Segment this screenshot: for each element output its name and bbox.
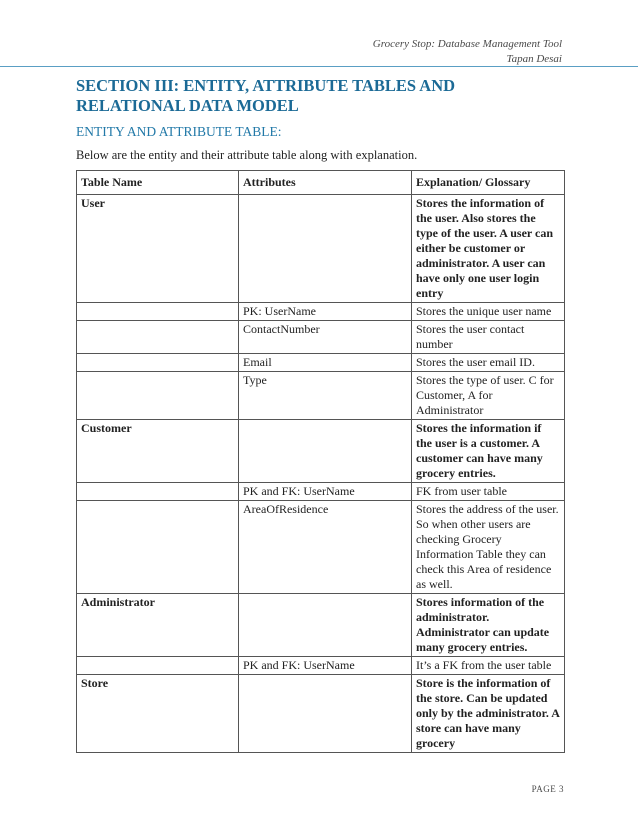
table-row — [77, 483, 565, 501]
cell-table-name: Store — [77, 675, 239, 753]
cell-explanation: Stores the user email ID. — [412, 354, 565, 372]
cell-explanation: Stores the information of the user. Also stores the type of the user. A user can either be customer or administrator. A user can have only one user login entry — [412, 195, 565, 303]
cell-explanation: Stores the type of user. C for Customer, A for Administrator — [412, 372, 565, 420]
header-document-title: Grocery Stop: Database Management Tool — [372, 38, 562, 50]
cell-explanation: Stores information of the administrator. Administrator can update many grocery entries. — [412, 594, 565, 657]
table-row — [77, 501, 565, 594]
cell-table-name — [77, 483, 239, 501]
cell-table-name — [77, 657, 239, 675]
table-row — [77, 657, 565, 675]
cell-table-name — [77, 372, 239, 420]
header-attributes: Attributes — [239, 171, 412, 195]
header-table-name: Table Name — [77, 171, 239, 195]
cell-table-name — [77, 303, 239, 321]
cell-table-name — [77, 321, 239, 354]
cell-attribute: PK: UserName — [239, 303, 412, 321]
cell-attribute: ContactNumber — [239, 321, 412, 354]
subheading: ENTITY AND ATTRIBUTE TABLE: — [76, 124, 282, 139]
page-number: PAGE 3 — [531, 784, 564, 794]
entity-attribute-table — [76, 170, 565, 753]
table-row — [77, 195, 565, 303]
cell-attribute — [239, 675, 412, 753]
cell-table-name — [77, 354, 239, 372]
cell-table-name: User — [77, 195, 239, 303]
cell-attribute: Email — [239, 354, 412, 372]
header-author: Tapan Desai — [506, 53, 562, 65]
section-title: SECTION III: ENTITY, ATTRIBUTE TABLES AND RELATIONAL DATA MODEL — [76, 76, 456, 115]
table-header-row — [77, 171, 565, 195]
cell-table-name — [77, 501, 239, 594]
table-row — [77, 594, 565, 657]
table-row — [77, 372, 565, 420]
cell-explanation: Stores the information if the user is a customer. A customer can have many grocery entries. — [412, 420, 565, 483]
table-row — [77, 303, 565, 321]
cell-attribute: AreaOfResidence — [239, 501, 412, 594]
cell-attribute — [239, 594, 412, 657]
cell-explanation: FK from user table — [412, 483, 565, 501]
cell-explanation: It’s a FK from the user table — [412, 657, 565, 675]
cell-attribute: Type — [239, 372, 412, 420]
table-row — [77, 354, 565, 372]
cell-explanation: Stores the address of the user. So when other users are checking Grocery Information Table they can check this Area of residence as well. — [412, 501, 565, 594]
table-row — [77, 321, 565, 354]
cell-table-name: Customer — [77, 420, 239, 483]
table-row — [77, 420, 565, 483]
cell-explanation: Stores the user contact number — [412, 321, 565, 354]
intro-text: Below are the entity and their attribute table along with explanation. — [76, 148, 418, 162]
cell-explanation: Stores the unique user name — [412, 303, 565, 321]
table-row — [77, 675, 565, 753]
cell-explanation: Store is the information of the store. Can be updated only by the administrator. A store can have many grocery — [412, 675, 565, 753]
cell-attribute: PK and FK: UserName — [239, 657, 412, 675]
cell-table-name: Administrator — [77, 594, 239, 657]
cell-attribute — [239, 195, 412, 303]
header-divider — [0, 66, 638, 67]
header-explanation: Explanation/ Glossary — [412, 171, 565, 195]
cell-attribute — [239, 420, 412, 483]
cell-attribute: PK and FK: UserName — [239, 483, 412, 501]
